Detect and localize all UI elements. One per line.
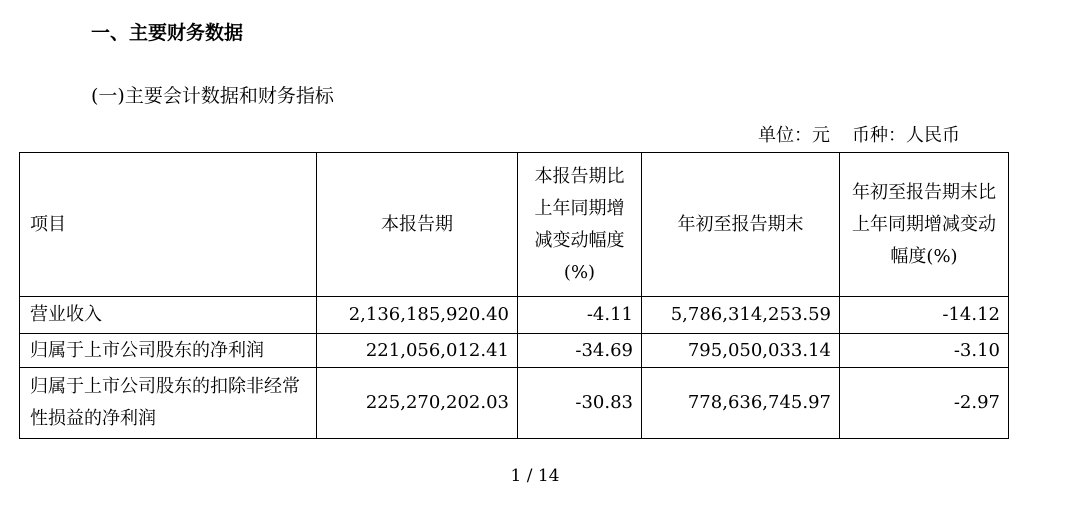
- sub-heading: (一)主要会计数据和财务指标: [91, 85, 334, 107]
- unit-label: 单位：元: [758, 125, 830, 146]
- cell-current-change: -4.11: [518, 297, 642, 334]
- column-header-ytd: 年初至报告期末: [642, 153, 840, 297]
- column-header-current-change: 本报告期比上年同期增减变动幅度(%): [518, 153, 642, 297]
- cell-current-period: 2,136,185,920.40: [317, 297, 518, 334]
- financial-data-table: [19, 152, 1009, 439]
- currency-label: 币种：人民币: [852, 125, 960, 146]
- section-heading: 一、主要财务数据: [91, 22, 244, 44]
- column-header-current-period: 本报告期: [317, 153, 518, 297]
- cell-ytd: 5,786,314,253.59: [642, 297, 840, 334]
- row-label: 归属于上市公司股东的净利润: [20, 334, 317, 368]
- page-number: 1 / 14: [510, 466, 560, 486]
- row-label: 归属于上市公司股东的扣除非经常性损益的净利润: [20, 368, 317, 439]
- cell-ytd-change: -2.97: [840, 368, 1009, 439]
- table-row: [20, 297, 1009, 334]
- cell-current-change: -30.83: [518, 368, 642, 439]
- table-row: [20, 334, 1009, 368]
- cell-current-change: -34.69: [518, 334, 642, 368]
- column-header-item: 项目: [20, 153, 317, 297]
- unit-line: [758, 122, 960, 150]
- table-header-row: [20, 153, 1009, 297]
- table-row: [20, 368, 1009, 439]
- row-label: 营业收入: [20, 297, 317, 334]
- cell-current-period: 225,270,202.03: [317, 368, 518, 439]
- cell-ytd-change: -3.10: [840, 334, 1009, 368]
- cell-ytd-change: -14.12: [840, 297, 1009, 334]
- cell-ytd: 795,050,033.14: [642, 334, 840, 368]
- cell-ytd: 778,636,745.97: [642, 368, 840, 439]
- column-header-ytd-change: 年初至报告期末比上年同期增减变动幅度(%): [840, 153, 1009, 297]
- cell-current-period: 221,056,012.41: [317, 334, 518, 368]
